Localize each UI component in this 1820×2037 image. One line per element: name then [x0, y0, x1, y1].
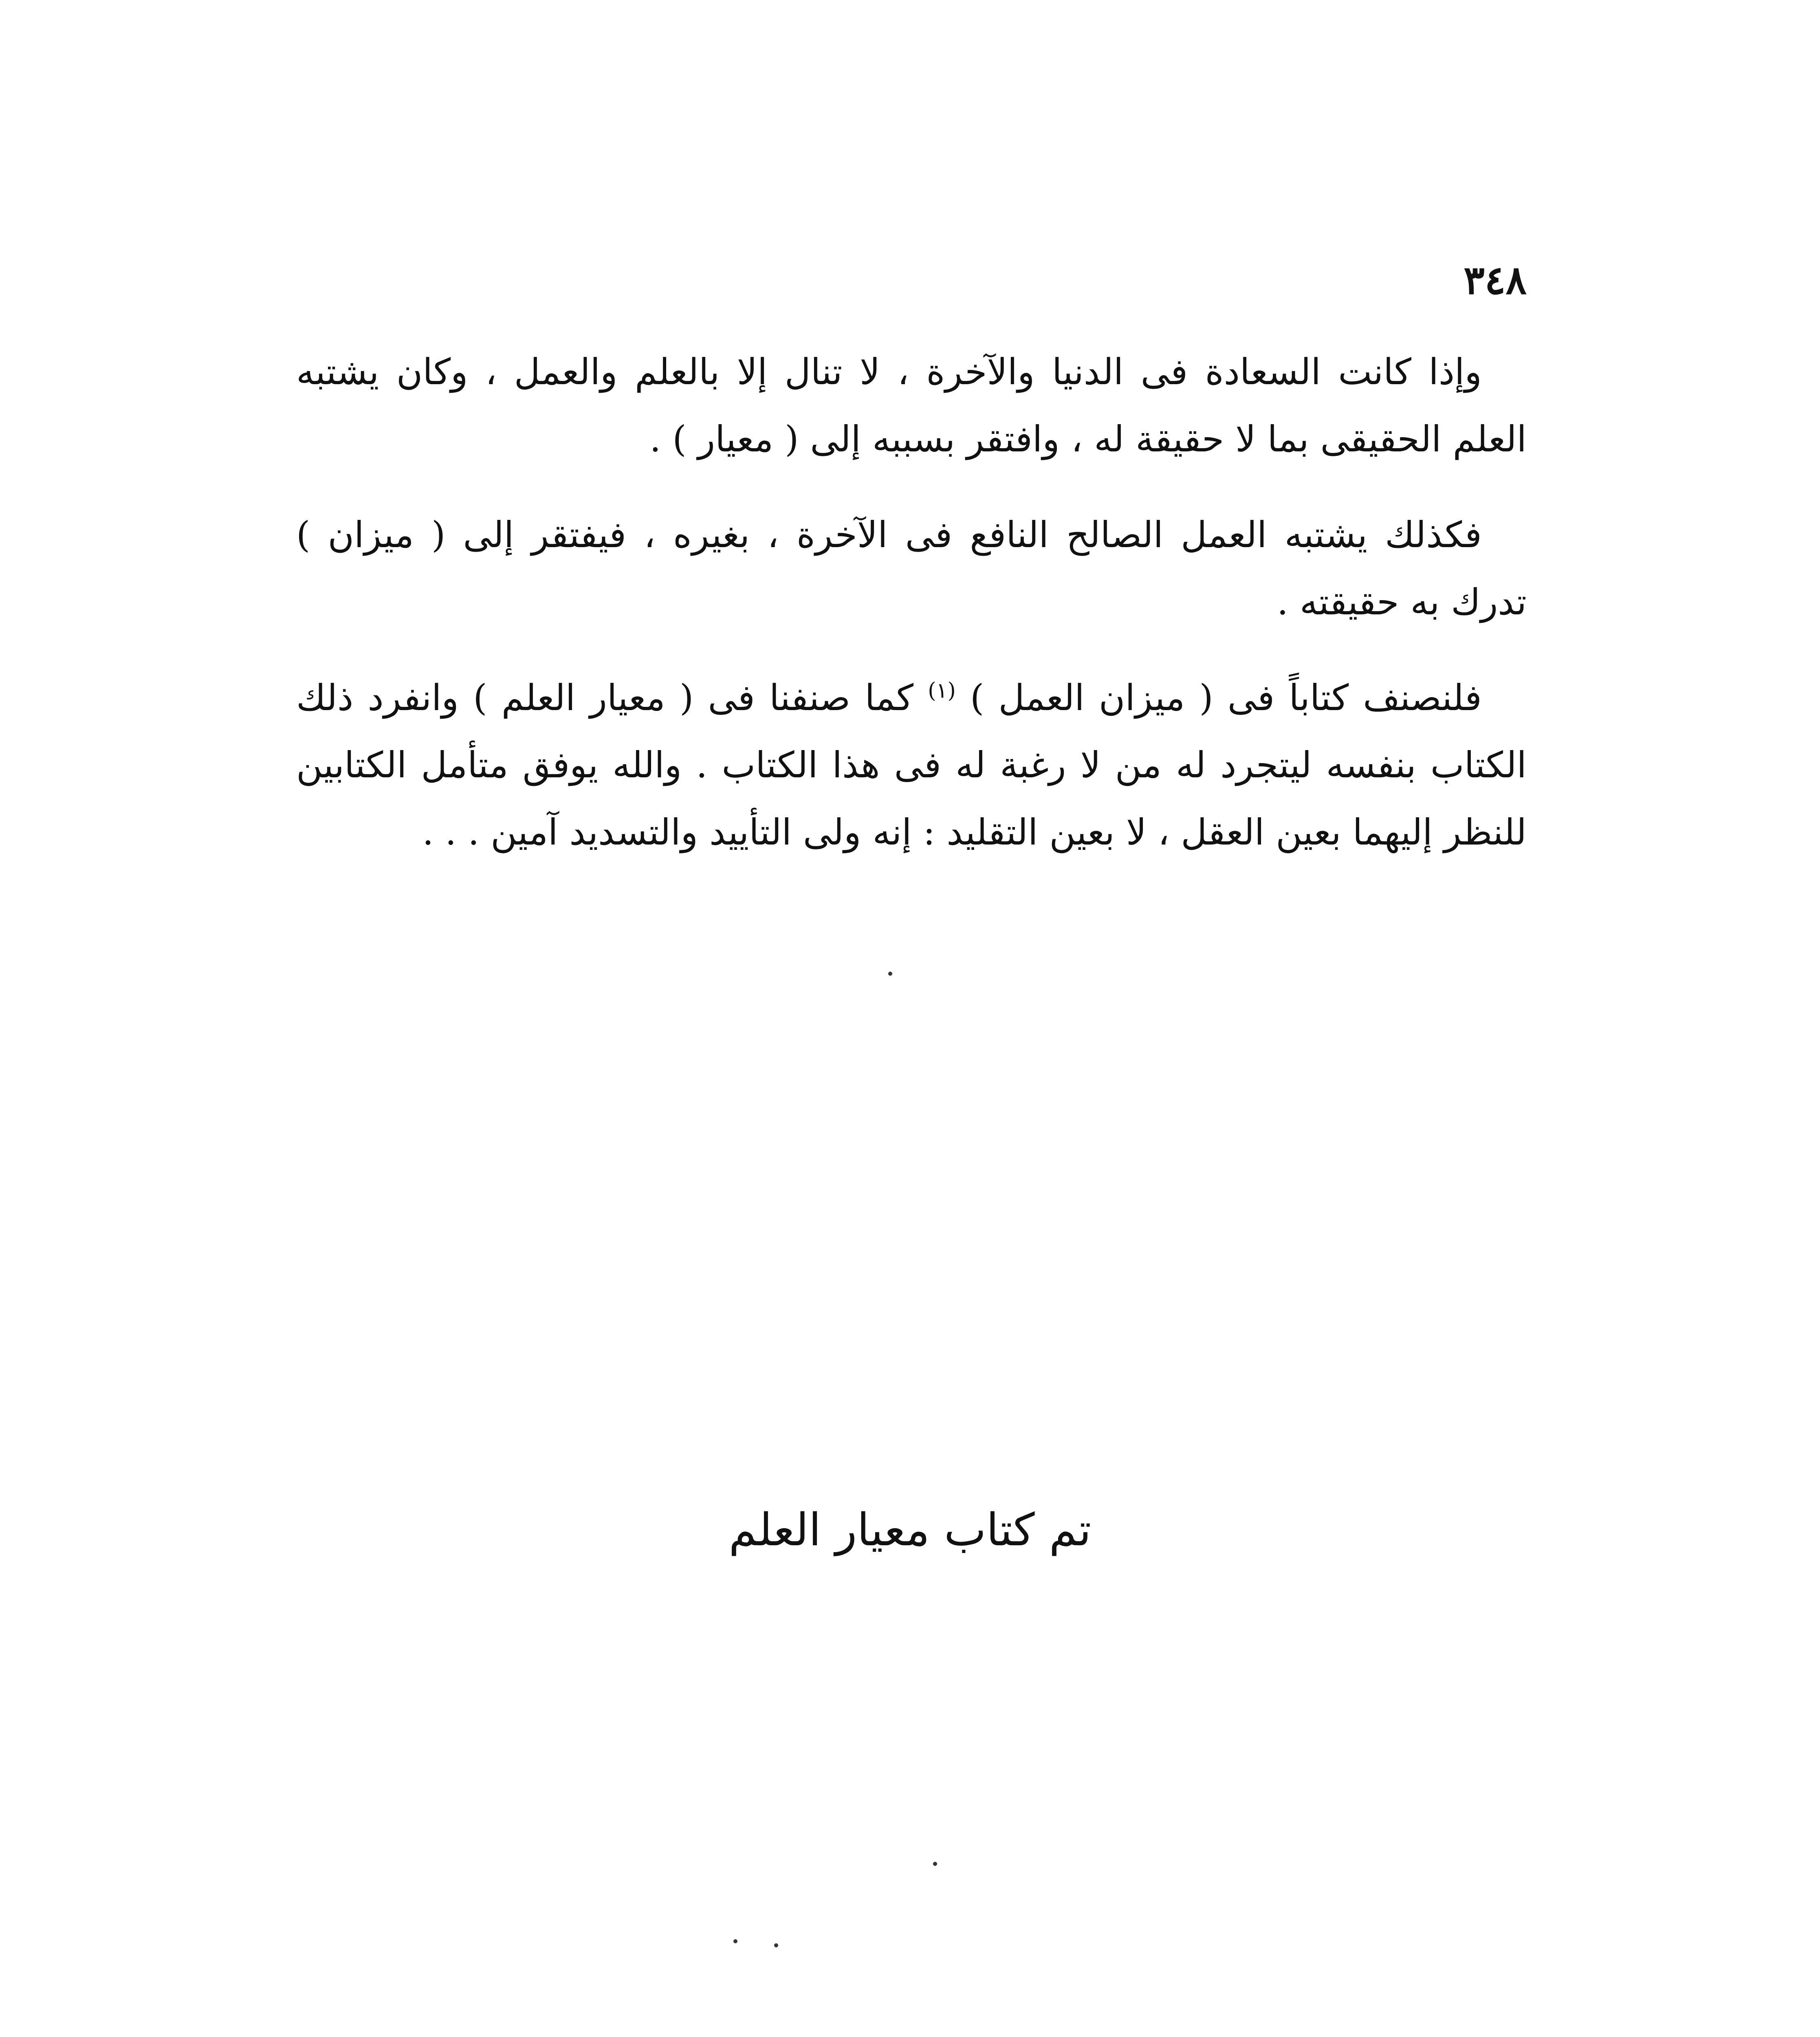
colophon: تم كتاب معيار العلم	[728, 1504, 1092, 1556]
paragraph-2: فكذلك يشتبه العمل الصالح النافع فى الآخرة ، بغيره ، فيفتقر إلى ( ميزان ) تدرك به حقيقته .	[296, 514, 1527, 623]
paragraph-1: وإذا كانت السعادة فى الدنيا والآخرة ، لا تنال إلا بالعلم والعمل ، وكان يشتبه العلم الحقيقى بما لا حقيقة له ، وافتقر بسببه إلى ( معيار ) .	[296, 351, 1527, 460]
scan-speck	[933, 1862, 937, 1866]
footnote-marker: (١)	[928, 678, 956, 703]
paragraph-3-text-after-note: كما صنفنا فى ( معيار العلم ) وانفرد ذلك الكتاب بنفسه ليتجرد له من لا رغبة له فى هذا الكتاب . والله يوفق متأمل الكتابين للنظر إليهما بعين العقل ، لا بعين التقليد : إنه ولى التأييد والتسديد آمين . . .	[296, 677, 1527, 853]
scan-speck	[774, 1943, 778, 1947]
page-number: ٣٤٨	[1463, 257, 1527, 303]
scan-speck	[733, 1939, 737, 1943]
scan-speck	[888, 972, 892, 976]
paragraph-3-text-before-note: فلنصنف كتاباً فى ( ميزان العمل )	[970, 677, 1482, 719]
paragraph-3	[296, 664, 1527, 866]
main-text	[296, 338, 1527, 894]
